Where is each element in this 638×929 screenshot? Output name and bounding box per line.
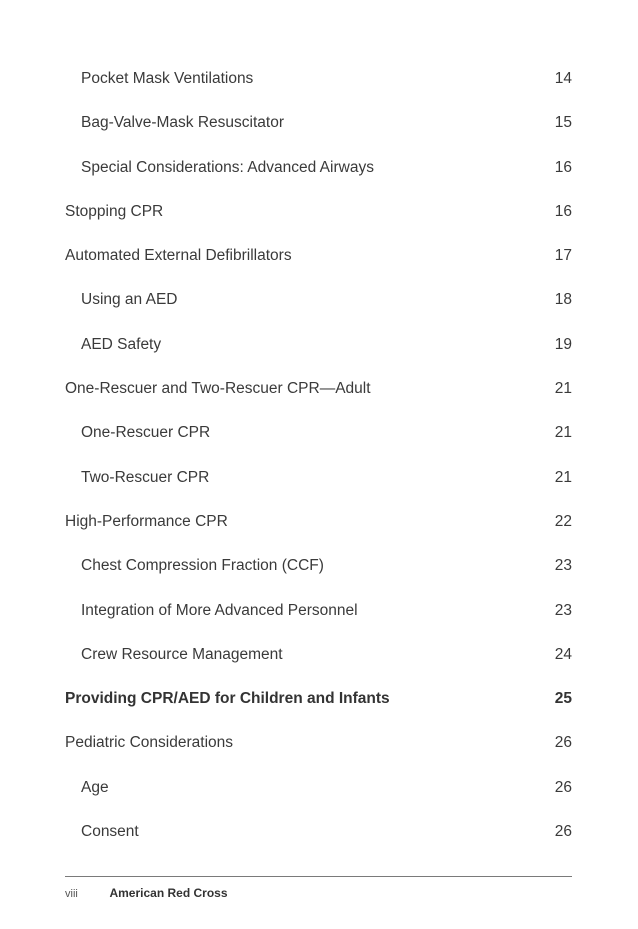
toc-entry-title: Age	[81, 778, 109, 796]
toc-entry-title: Two-Rescuer CPR	[81, 468, 210, 486]
toc-entry-page: 21	[554, 424, 572, 442]
toc-entry	[65, 766, 572, 810]
toc-entry	[65, 456, 572, 500]
toc-entry	[65, 633, 572, 677]
toc-entry-title: Special Considerations: Advanced Airways	[81, 158, 374, 176]
toc-entry-title: High-Performance CPR	[65, 512, 228, 530]
toc-entry-title: Consent	[81, 823, 139, 841]
footer-organization: American Red Cross	[109, 886, 228, 900]
toc-entry-page: 14	[554, 70, 572, 87]
toc-entry	[65, 589, 572, 633]
table-of-contents	[65, 57, 572, 854]
toc-chapter-heading	[65, 677, 572, 721]
toc-entry-title: AED Safety	[81, 335, 162, 353]
toc-entry-page: 21	[554, 380, 572, 398]
toc-entry	[65, 721, 572, 765]
toc-entry-page: 19	[554, 335, 572, 353]
toc-entry	[65, 146, 572, 190]
toc-entry	[65, 234, 572, 278]
toc-entry-title: Integration of More Advanced Personnel	[81, 601, 358, 619]
toc-entry-page: 18	[554, 291, 572, 309]
toc-entry-page: 26	[554, 823, 572, 841]
toc-entry-page: 23	[554, 601, 572, 619]
toc-entry-title: Stopping CPR	[65, 202, 164, 220]
toc-entry	[65, 810, 572, 854]
footer-divider	[65, 876, 572, 877]
toc-entry-title: Automated External Defibrillators	[65, 247, 292, 265]
toc-entry-title: Pocket Mask Ventilations	[81, 70, 254, 87]
page-footer	[65, 885, 228, 901]
toc-entry-page: 17	[554, 247, 572, 265]
toc-entry-title: Providing CPR/AED for Children and Infants	[65, 690, 390, 708]
toc-entry	[65, 367, 572, 411]
toc-entry-title: Bag-Valve-Mask Resuscitator	[81, 114, 285, 132]
toc-entry-title: Chest Compression Fraction (CCF)	[81, 557, 324, 575]
toc-entry-title: One-Rescuer and Two-Rescuer CPR—Adult	[65, 380, 371, 398]
toc-entry	[65, 278, 572, 322]
toc-entry-page: 16	[554, 158, 572, 176]
toc-entry-page: 15	[554, 114, 572, 132]
toc-entry-title: Crew Resource Management	[81, 645, 283, 663]
toc-entry	[65, 101, 572, 145]
toc-entry-page: 26	[554, 734, 572, 752]
toc-entry-page: 23	[554, 557, 572, 575]
toc-entry-page: 16	[554, 202, 572, 220]
toc-entry-page: 22	[554, 512, 572, 530]
toc-entry	[65, 411, 572, 455]
toc-entry	[65, 323, 572, 367]
toc-entry-page: 21	[554, 468, 572, 486]
toc-entry	[65, 500, 572, 544]
toc-entry-title: Using an AED	[81, 291, 178, 309]
toc-entry-page: 25	[554, 690, 572, 708]
toc-entry	[65, 57, 572, 101]
toc-entry	[65, 544, 572, 588]
toc-entry-title: One-Rescuer CPR	[81, 424, 211, 442]
toc-entry-title: Pediatric Considerations	[65, 734, 234, 752]
footer-page-number: viii	[65, 888, 78, 900]
toc-entry-page: 24	[554, 645, 572, 663]
toc-entry	[65, 190, 572, 234]
toc-entry-page: 26	[554, 778, 572, 796]
